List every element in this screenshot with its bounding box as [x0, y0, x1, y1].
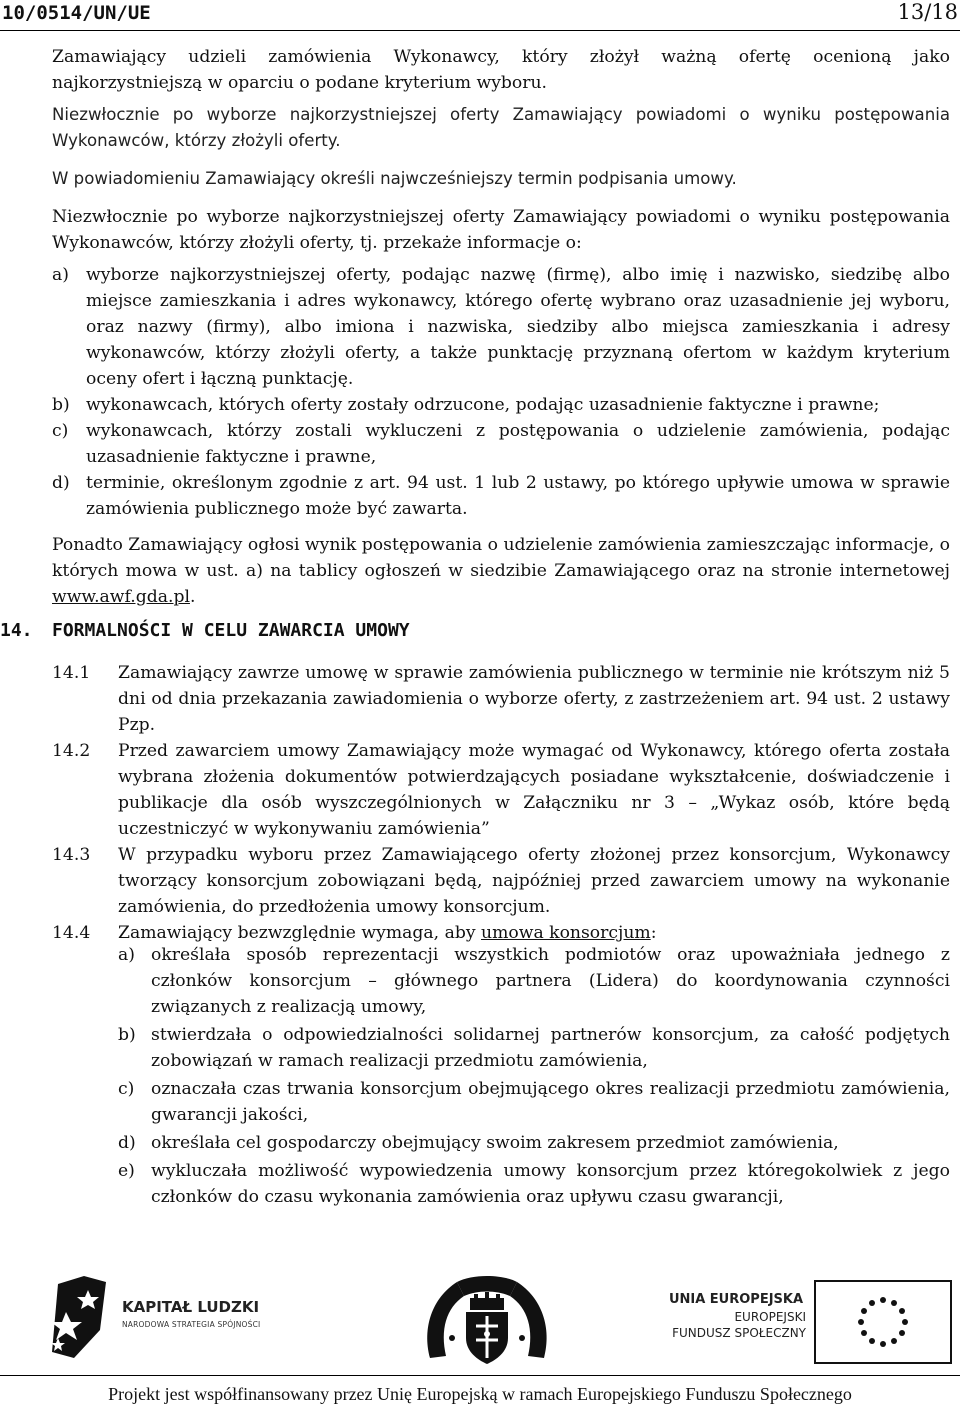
footer-divider [0, 1375, 960, 1376]
list-marker: b) [52, 395, 70, 415]
page-header [0, 0, 960, 31]
subsection-text-end: : [650, 923, 657, 943]
list-item-text: stwierdzała o odpowiedzialności solidarnej partnerów konsorcjum, za całość podjętych zobowiązań w ramach realizacji przedmiotu zamówienia, [151, 1025, 950, 1071]
list-marker: d) [52, 473, 70, 493]
subsection-number: 14.2 [52, 741, 91, 761]
paragraph-5-end: . [189, 587, 196, 607]
subsection-text: W przypadku wyboru przez Zamawiającego oferty złożonej przez konsorcjum, Wykonawcy tworzący konsorcjum zobowiązani będą, najpóźniej przed zawarciem umowy na wykonanie zamówienia, do przedłożenia umowy konsorcjum. [118, 845, 950, 917]
eu-subtitle-1: EUROPEJSKI [734, 1310, 806, 1324]
list-item-text: określała cel gospodarczy obejmujący swoim zakresem przedmiot zamówienia, [151, 1133, 839, 1153]
eu-title: UNIA EUROPEJSKA [668, 1292, 804, 1307]
kapital-ludzki-emblem-icon [44, 1272, 114, 1362]
section-number: 14. [0, 620, 33, 641]
list-item [52, 418, 950, 470]
list-item-text: wykluczała możliwość wypowiedzenia umowy konsorcjum przez któregokolwiek z jego członków do czasu wykonania zamówienia oraz upływu czasu gwarancji, [151, 1161, 950, 1207]
document-id: 10/0514/UN/UE [2, 2, 151, 24]
paragraph-5-text: Ponadto Zamawiający ogłosi wynik postępowania o udzielenie zamówienia zamieszczając informacje, o których mowa w ust. a) na tablicy ogłoszeń w siedzibie Zamawiającego oraz na stronie internetowej [52, 535, 950, 581]
paragraph-4: Niezwłocznie po wyborze najkorzystniejszej oferty Zamawiający powiadomi o wyniku postępowania Wykonawców, którzy złożyli oferty, tj. przekaże informacje o: [52, 207, 950, 253]
list-item [118, 1076, 950, 1128]
eu-logo [666, 1280, 952, 1364]
list-item [52, 392, 950, 418]
section-heading [0, 620, 410, 641]
underlined-term: umowa konsorcjum [481, 923, 651, 943]
subsection-number: 14.4 [52, 923, 91, 943]
kapital-ludzki-logo [44, 1272, 284, 1362]
subsection-14-1 [52, 660, 950, 738]
subsection-14-3 [52, 842, 950, 920]
subsection-text: Zamawiający zawrze umowę w sprawie zamówienia publicznego w terminie nie krótszym niż 5 dni od dnia przekazania zawiadomienia o wyborze oferty, z zastrzeżeniem art. 94 ust. 2 ustawy Pzp. [118, 663, 950, 735]
page-number: 13/18 [897, 0, 958, 24]
list-item [52, 470, 950, 522]
list-marker: b) [118, 1025, 136, 1045]
list-marker: e) [118, 1161, 135, 1181]
notification-list [52, 262, 950, 522]
kapital-ludzki-title: KAPITAŁ LUDZKI [122, 1298, 260, 1316]
paragraph-3: W powiadomieniu Zamawiający określi najwcześniejszy termin podpisania umowy. [52, 169, 737, 188]
list-item [118, 1130, 950, 1156]
subsection-number: 14.1 [52, 663, 91, 683]
eu-flag-icon [814, 1280, 952, 1364]
subsection-number: 14.3 [52, 845, 91, 865]
subsection-text: Przed zawarciem umowy Zamawiający może wymagać od Wykonawcy, którego oferta została wybrana złożenia dokumentów potwierdzających posiadane wykształcenie, doświadczenie i publikacje dla osób wyszczególnionych w Załączniku nr 3 – „Wykaz osób, które będą uczestniczyć w wykonywaniu zamówienia” [118, 741, 950, 839]
list-marker: a) [52, 265, 69, 285]
consortium-requirements-list [118, 942, 950, 1212]
list-item-text: oznaczała czas trwania konsorcjum obejmującego okres realizacji przedmiotu zamówienia, gwarancji jakości, [151, 1079, 950, 1125]
subsection-text: Zamawiający bezwzględnie wymaga, aby [118, 923, 482, 943]
list-item [52, 262, 950, 392]
kapital-ludzki-subtitle: NARODOWA STRATEGIA SPÓJNOŚCI [122, 1320, 261, 1329]
paragraph-1: Zamawiający udzieli zamówienia Wykonawcy, który złożył ważną ofertę ocenioną jako najkorzystniejszą w oparciu o podane kryterium wyboru. [52, 47, 950, 93]
list-item-text: wyborze najkorzystniejszej oferty, podając nazwę (firmę), albo imię i nazwisko, siedzibę albo miejsce zamieszkania i adres wykonawcy, którego ofertę wybrano oraz uzasadnienie jej wyboru, oraz nazwy (firmy), albo imiona i nazwiska, siedziby albo miejsca zamieszkania i adresy wykonawców, którzy złożyli oferty, a także punktację przyznaną ofertom w każdym kryterium oceny ofert i łączną punktację. [86, 265, 950, 389]
list-marker: c) [52, 421, 69, 441]
section-title: FORMALNOŚCI W CELU ZAWARCIA UMOWY [52, 620, 410, 641]
website-link[interactable]: www.awf.gda.pl [52, 587, 190, 607]
subsection-14-2 [52, 738, 950, 842]
university-crest-icon [412, 1268, 562, 1368]
list-item [118, 942, 950, 1020]
list-item-text: wykonawcach, których oferty zostały odrzucone, podając uzasadnienie faktyczne i prawne; [86, 395, 880, 415]
university-emblem [412, 1268, 562, 1368]
list-marker: a) [118, 945, 135, 965]
list-item [118, 1158, 950, 1210]
list-item-text: określała sposób reprezentacji wszystkich podmiotów oraz upoważniała jednego z członków konsorcjum – głównego partnera (Lidera) do koordynowania czynności związanych z realizacją umowy, [151, 945, 950, 1017]
list-item-text: wykonawcach, którzy zostali wykluczeni z postępowania o udzielenie zamówienia, podając uzasadnienie faktyczne i prawne, [86, 421, 950, 467]
list-marker: d) [118, 1133, 136, 1153]
subsection-list [52, 660, 950, 946]
list-item-text: terminie, określonym zgodnie z art. 94 ust. 1 lub 2 ustawy, po którego upływie umowa w sprawie zamówienia publicznego może być zawarta. [86, 473, 950, 519]
list-item [118, 1022, 950, 1074]
paragraph-5 [52, 532, 950, 610]
paragraph-2: Niezwłocznie po wyborze najkorzystniejszej oferty Zamawiający powiadomi o wyniku postępowania Wykonawców, którzy złożyli oferty. [52, 105, 950, 150]
footer-note: Projekt jest współfinansowany przez Unię Europejską w ramach Europejskiego Funduszu Społecznego [108, 1384, 852, 1404]
eu-subtitle-2: FUNDUSZ SPOŁECZNY [672, 1326, 806, 1340]
list-marker: c) [118, 1079, 135, 1099]
